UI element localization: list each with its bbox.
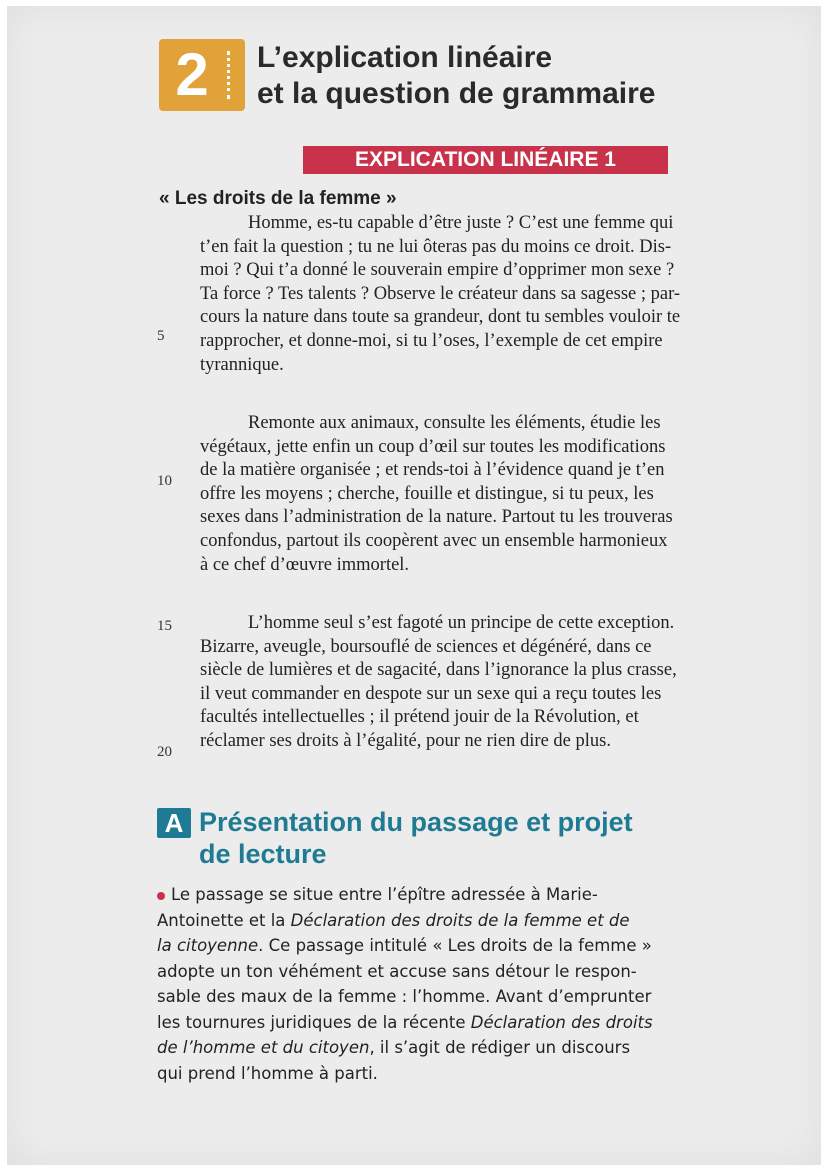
- subsection-letter-badge: A: [157, 808, 191, 838]
- chapter-number: 2: [175, 41, 209, 108]
- analysis-line: [157, 882, 805, 908]
- text-line: à ce chef d’œuvre immortel.: [200, 554, 410, 575]
- text-line: Bizarre, aveugle, boursouflé de sciences et dégénéré, dans ce: [200, 636, 652, 657]
- text-line: cours la nature dans toute sa grandeur, dont tu sembles vouloir te: [200, 307, 681, 328]
- text-line: t’en fait la question ; tu ne lui ôteras pas du moins ce droit. Dis-: [200, 236, 672, 257]
- text-line: de la matière organisée ; et rends-toi à l’évidence quand je t’en: [200, 460, 665, 481]
- line-number-15: 15: [157, 618, 172, 634]
- subsection-title-line2: de lecture: [199, 839, 327, 869]
- chapter-badge: [159, 39, 245, 111]
- analysis-line: adopte un ton véhément et accuse sans détour le respon-: [157, 961, 637, 981]
- line-number-5: 5: [157, 328, 165, 344]
- analysis-line: sable des maux de la femme : l’homme. Avant d’emprunter: [157, 987, 652, 1006]
- text-line: rapprocher, et donne-moi, si tu l’oses, l’exemple de cet empire: [200, 330, 663, 351]
- analysis-line: [157, 1035, 805, 1061]
- text-line: Ta force ? Tes talents ? Observe le créateur dans sa sagesse ; par-: [200, 283, 681, 304]
- analysis-text: , il s’agit de rédiger un discours: [369, 1038, 631, 1057]
- section-banner: EXPLICATION LINÉAIRE 1: [303, 146, 668, 174]
- analysis-italic-text: Déclaration des droits: [470, 1012, 653, 1032]
- chapter-title-line1: L’explication linéaire: [257, 41, 553, 74]
- text-line: il veut commander en despote sur un sexe qui a reçu toutes les: [200, 683, 662, 704]
- text-line: Homme, es-tu capable d’être juste ? C’est une femme qui: [248, 213, 674, 233]
- analysis-text: . Ce passage intitulé « Les droits de la femme »: [258, 936, 652, 955]
- excerpt-paragraph-1: [200, 212, 808, 377]
- analysis-line: qui prend l’homme à parti.: [157, 1063, 378, 1083]
- bullet-icon: [157, 892, 165, 900]
- text-line: facultés intellectuelles ; il prétend jouir de la Révolution, et: [200, 707, 639, 728]
- text-line: confondus, partout ils coopèrent avec un ensemble harmonieux: [200, 530, 668, 551]
- excerpt-paragraph-3: [200, 612, 808, 754]
- excerpt-title: « Les droits de la femme »: [159, 188, 397, 209]
- analysis-italic-text: Déclaration des droits de la femme et de: [290, 910, 630, 930]
- analysis-italic-text: la citoyenne: [157, 936, 259, 955]
- analysis-text: les tournures juridiques de la récente: [157, 1012, 471, 1032]
- subsection-title-line1: Présentation du passage et projet: [199, 807, 633, 837]
- text-line: Remonte aux animaux, consulte les éléments, étudie les: [248, 413, 661, 433]
- text-line: tyrannique.: [200, 354, 284, 375]
- excerpt-paragraph-2: [200, 412, 808, 577]
- text-line: offre les moyens ; cherche, fouille et distingue, si tu peux, les: [200, 483, 654, 504]
- analysis-text: Le passage se situe entre l’épître adressée à Marie-: [171, 885, 598, 904]
- line-number-20: 20: [157, 744, 172, 760]
- analysis-paragraph: [157, 882, 805, 1086]
- text-line: végétaux, jette enfin un coup d’œil sur toutes les modifications: [200, 436, 666, 457]
- text-line: siècle de lumières et de sagacité, dans l’ignorance la plus crasse,: [200, 660, 677, 681]
- line-number-10: 10: [157, 473, 172, 489]
- analysis-line: [157, 1010, 805, 1036]
- analysis-line: [157, 933, 805, 959]
- analysis-text: Antoinette et la: [157, 910, 291, 930]
- text-line: moi ? Qui t’a donné le souverain empire d’opprimer mon sexe ?: [200, 260, 675, 281]
- text-line: sexes dans l’administration de la nature. Partout tu les trouveras: [200, 507, 673, 528]
- analysis-line: [157, 908, 805, 934]
- chapter-badge-divider: [227, 51, 230, 99]
- text-line: réclamer ses droits à l’égalité, pour ne rien dire de plus.: [200, 730, 611, 751]
- text-line: L’homme seul s’est fagoté un principe de cette exception.: [248, 613, 675, 633]
- chapter-title-line2: et la question de grammaire: [257, 77, 656, 110]
- subsection-title: [199, 806, 759, 870]
- analysis-italic-text: de l’homme et du citoyen: [157, 1038, 370, 1057]
- chapter-title: [257, 40, 777, 112]
- book-page: [7, 6, 821, 1165]
